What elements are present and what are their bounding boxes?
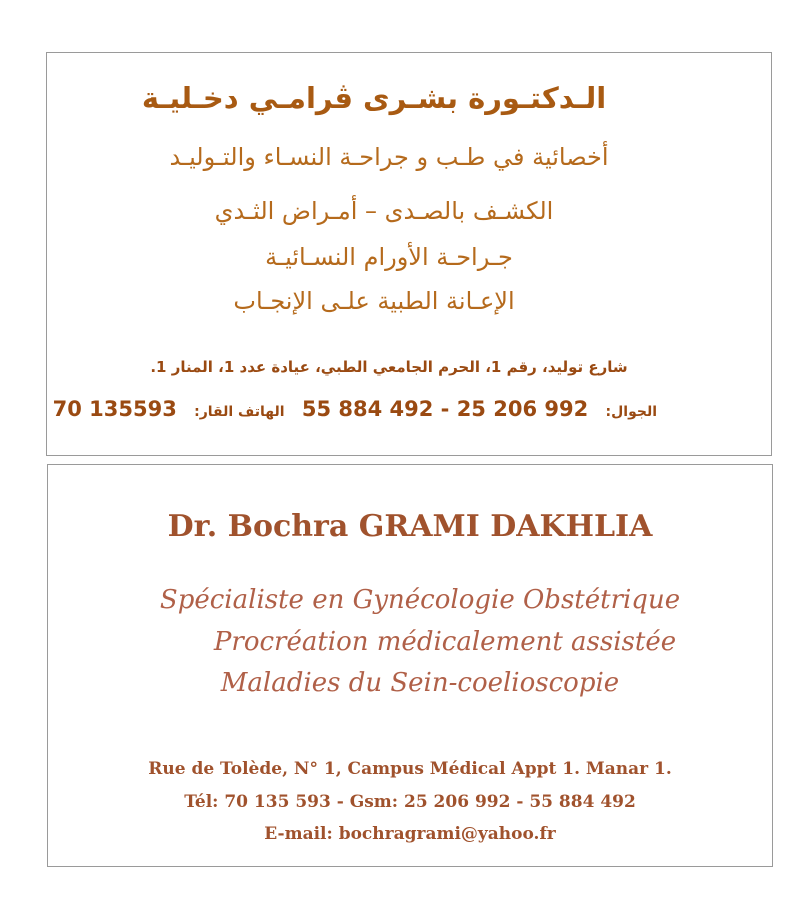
arabic-phones xyxy=(52,397,661,421)
arabic-address: شارع توليد، رقم 1، الحرم الجامعي الطبي، عيادة عدد 1، المنار 1. xyxy=(150,358,628,376)
french-specialty-1: Spécialiste en Gynécologie Obstétrique xyxy=(159,585,681,615)
arabic-mobile-numbers: 55 884 492 - 25 206 992 xyxy=(301,397,589,421)
arabic-landline-number: 70 135593 xyxy=(52,397,177,421)
arabic-specialty-4: الإعـانة الطبية علـى الإنجـاب xyxy=(233,287,515,315)
french-business-card xyxy=(47,464,773,867)
arabic-specialty-3: جـراحـة الأورام النسـائيـة xyxy=(265,243,513,271)
arabic-business-card xyxy=(46,52,772,456)
french-specialty-2: Procréation médicalement assistée xyxy=(213,627,677,657)
arabic-specialty-1: أخصائية في طـب و جراحـة النسـاء والتـوليـد xyxy=(169,143,609,171)
arabic-landline-label: الهاتف القار: xyxy=(194,404,285,420)
french-email: E-mail: bochragrami@yahoo.fr xyxy=(264,824,556,844)
french-phones: Tél: 70 135 593 - Gsm: 25 206 992 - 55 884 492 xyxy=(184,792,636,812)
french-address: Rue de Tolède, N° 1, Campus Médical Appt 1. Manar 1. xyxy=(148,759,672,779)
arabic-doctor-name: الـدكتـورة بشـرى ڤرامـي دخـليـة xyxy=(141,81,607,115)
french-doctor-name: Dr. Bochra GRAMI DAKHLIA xyxy=(167,509,653,544)
french-specialty-3: Maladies du Sein-coelioscopie xyxy=(220,668,620,698)
arabic-mobile-label: الجوال: xyxy=(605,404,657,420)
arabic-specialty-2: الكشـف بالصـدى – أمـراض الثـدي xyxy=(214,197,554,225)
